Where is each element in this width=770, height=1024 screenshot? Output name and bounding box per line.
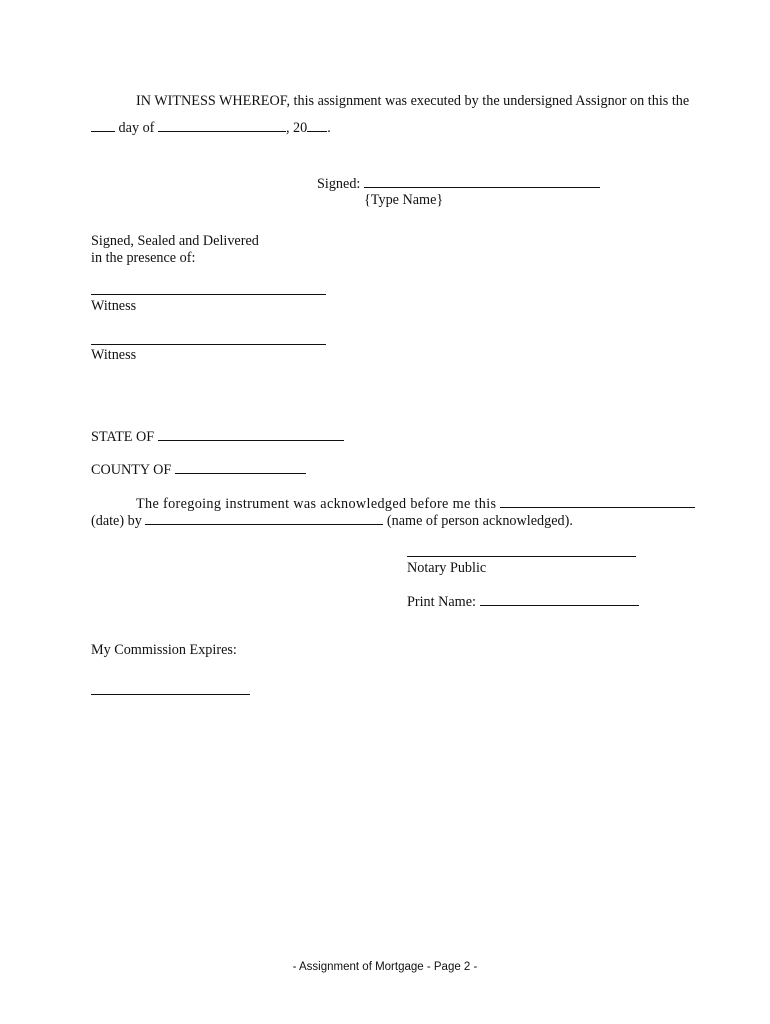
witness2-label: Witness bbox=[91, 347, 137, 363]
witness-clause-line1: IN WITNESS WHEREOF, this assignment was executed by the undersigned Assignor on this the bbox=[136, 93, 690, 109]
presence-line1: Signed, Sealed and Delivered bbox=[91, 233, 259, 249]
commission-date-line[interactable] bbox=[91, 694, 250, 695]
ack-person-blank[interactable] bbox=[145, 512, 383, 525]
ack-text: The foregoing instrument was acknowledged before me this bbox=[136, 496, 497, 512]
print-name-line bbox=[407, 593, 639, 611]
page-footer: - Assignment of Mortgage - Page 2 - bbox=[292, 961, 478, 973]
print-name-label: Print Name: bbox=[407, 594, 476, 610]
county-blank[interactable] bbox=[175, 461, 306, 474]
state-blank[interactable] bbox=[158, 428, 344, 441]
county-line bbox=[91, 461, 306, 479]
end-punct: . bbox=[327, 120, 331, 136]
notary-public-label: Notary Public bbox=[407, 560, 487, 576]
county-label: COUNTY OF bbox=[91, 462, 172, 478]
witness2-signature-line[interactable] bbox=[91, 344, 326, 345]
day-of-label: day of bbox=[118, 120, 155, 136]
witness1-signature-line[interactable] bbox=[91, 294, 326, 295]
ack-line2 bbox=[91, 512, 573, 530]
year-blank[interactable] bbox=[307, 119, 327, 132]
signed-label: Signed: bbox=[317, 176, 361, 192]
year-prefix: , 20 bbox=[285, 120, 308, 136]
day-blank[interactable] bbox=[91, 119, 115, 132]
type-name-label: {Type Name} bbox=[364, 192, 444, 208]
ack-date-blank[interactable] bbox=[500, 495, 695, 508]
commission-label: My Commission Expires: bbox=[91, 642, 237, 658]
state-label: STATE OF bbox=[91, 429, 155, 445]
ack-line1 bbox=[136, 495, 695, 513]
ack-date-by-label: (date) by bbox=[91, 513, 142, 529]
signature-blank[interactable] bbox=[364, 175, 600, 188]
month-blank[interactable] bbox=[158, 119, 286, 132]
signed-line bbox=[317, 175, 600, 193]
presence-line2: in the presence of: bbox=[91, 250, 196, 266]
execution-date-line bbox=[91, 119, 331, 137]
notary-signature-line[interactable] bbox=[407, 556, 636, 557]
print-name-blank[interactable] bbox=[480, 593, 639, 606]
witness1-label: Witness bbox=[91, 298, 137, 314]
ack-name-suffix: (name of person acknowledged). bbox=[386, 513, 573, 529]
state-line bbox=[91, 428, 344, 446]
